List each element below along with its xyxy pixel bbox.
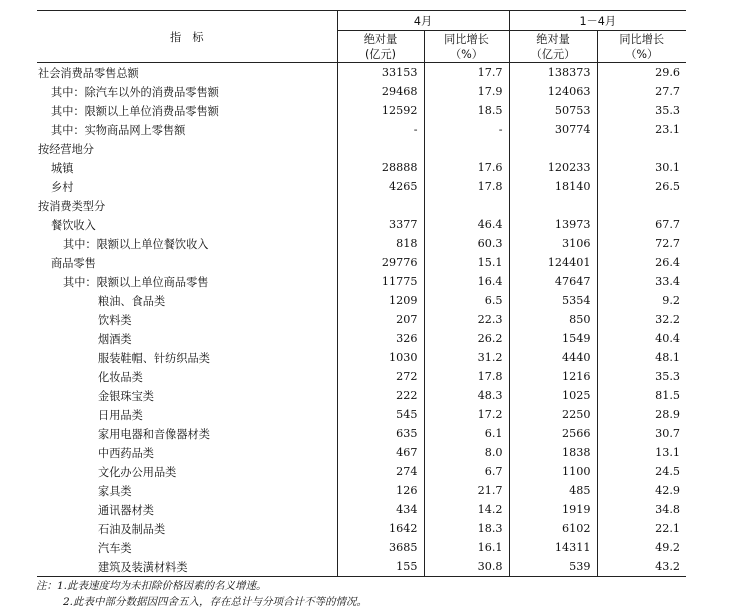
cumulative-absolute: 1216 [509, 367, 597, 386]
table-row [37, 386, 686, 405]
cumulative-yoy: 27.7 [597, 82, 686, 101]
header-period-jan-apr: 1－4月 [509, 11, 686, 31]
cumulative-yoy: 49.2 [597, 538, 686, 557]
cumulative-absolute: 124401 [509, 253, 597, 272]
cumulative-yoy: 34.8 [597, 500, 686, 519]
april-absolute: 29468 [337, 82, 424, 101]
table-row [37, 158, 686, 177]
cumulative-absolute: 3106 [509, 234, 597, 253]
table-row [37, 272, 686, 291]
header-indicator: 指 标 [37, 11, 337, 63]
april-yoy: 17.2 [424, 405, 509, 424]
row-label: 化妆品类 [98, 370, 143, 384]
table-row [37, 405, 686, 424]
cumulative-absolute: 2250 [509, 405, 597, 424]
april-absolute: 222 [337, 386, 424, 405]
row-label: 日用品类 [98, 408, 143, 422]
table-row [37, 329, 686, 348]
april-absolute: 1030 [337, 348, 424, 367]
table-row [37, 82, 686, 101]
cumulative-absolute: 6102 [509, 519, 597, 538]
cumulative-yoy: 43.2 [597, 557, 686, 577]
table-row [37, 63, 686, 83]
cumulative-yoy: 35.3 [597, 101, 686, 120]
april-yoy: 17.6 [424, 158, 509, 177]
april-yoy: 6.5 [424, 291, 509, 310]
cumulative-absolute: 13973 [509, 215, 597, 234]
row-label: 其中：限额以上单位商品零售 [63, 275, 209, 289]
april-absolute: 28888 [337, 158, 424, 177]
table-row [37, 424, 686, 443]
april-yoy: 60.3 [424, 234, 509, 253]
cumulative-absolute: 120233 [509, 158, 597, 177]
april-absolute: 12592 [337, 101, 424, 120]
cumulative-yoy: 13.1 [597, 443, 686, 462]
table-row [37, 120, 686, 139]
april-absolute [337, 196, 424, 215]
cumulative-absolute [509, 139, 597, 158]
cumulative-yoy: 48.1 [597, 348, 686, 367]
cumulative-yoy [597, 139, 686, 158]
april-absolute: 818 [337, 234, 424, 253]
april-yoy: 48.3 [424, 386, 509, 405]
cumulative-absolute: 47647 [509, 272, 597, 291]
april-yoy: 18.3 [424, 519, 509, 538]
april-absolute: - [337, 120, 424, 139]
header-abs-cumulative: 绝对量 （亿元） [509, 31, 597, 63]
row-label: 粮油、食品类 [98, 294, 166, 308]
table-row [37, 367, 686, 386]
row-label: 乡村 [51, 180, 74, 194]
row-label: 按消费类型分 [38, 199, 106, 213]
april-yoy: 14.2 [424, 500, 509, 519]
april-absolute: 29776 [337, 253, 424, 272]
row-label: 其中：实物商品网上零售额 [51, 123, 186, 137]
cumulative-yoy: 22.1 [597, 519, 686, 538]
table-row [37, 538, 686, 557]
april-absolute: 434 [337, 500, 424, 519]
cumulative-absolute: 50753 [509, 101, 597, 120]
cumulative-absolute: 138373 [509, 63, 597, 83]
april-absolute: 126 [337, 481, 424, 500]
april-yoy: 6.1 [424, 424, 509, 443]
row-label: 社会消费品零售总额 [38, 66, 139, 80]
april-absolute: 1642 [337, 519, 424, 538]
table-row [37, 462, 686, 481]
table-row [37, 234, 686, 253]
table-row [37, 443, 686, 462]
cumulative-absolute [509, 196, 597, 215]
april-absolute: 635 [337, 424, 424, 443]
note-1: 注：1.此表速度均为未扣除价格因素的名义增速。 [36, 580, 267, 592]
cumulative-absolute: 124063 [509, 82, 597, 101]
april-yoy: 21.7 [424, 481, 509, 500]
row-label: 服装鞋帽、针纺织品类 [98, 351, 210, 365]
table-row [37, 481, 686, 500]
cumulative-absolute: 18140 [509, 177, 597, 196]
cumulative-yoy: 72.7 [597, 234, 686, 253]
april-yoy: 15.1 [424, 253, 509, 272]
cumulative-absolute: 1100 [509, 462, 597, 481]
cumulative-yoy: 9.2 [597, 291, 686, 310]
april-absolute: 3685 [337, 538, 424, 557]
april-yoy [424, 139, 509, 158]
april-absolute: 467 [337, 443, 424, 462]
row-label: 文化办公用品类 [98, 465, 177, 479]
cumulative-absolute: 1025 [509, 386, 597, 405]
april-yoy: 26.2 [424, 329, 509, 348]
row-label: 饮料类 [98, 313, 132, 327]
row-label: 按经营地分 [38, 142, 94, 156]
cumulative-yoy: 33.4 [597, 272, 686, 291]
cumulative-absolute: 1919 [509, 500, 597, 519]
cumulative-absolute: 539 [509, 557, 597, 577]
april-yoy: 16.4 [424, 272, 509, 291]
table-notes [36, 578, 367, 610]
row-label: 其中：限额以上单位消费品零售额 [51, 104, 219, 118]
row-label: 餐饮收入 [51, 218, 96, 232]
cumulative-yoy: 81.5 [597, 386, 686, 405]
april-yoy: 6.7 [424, 462, 509, 481]
header-period-april: 4月 [337, 11, 509, 31]
table-row [37, 519, 686, 538]
april-absolute: 33153 [337, 63, 424, 83]
row-label: 烟酒类 [98, 332, 132, 346]
row-label: 通讯器材类 [98, 503, 154, 517]
cumulative-yoy: 35.3 [597, 367, 686, 386]
header-yoy-april: 同比增长 （%） [424, 31, 509, 63]
april-absolute: 155 [337, 557, 424, 577]
april-yoy: - [424, 120, 509, 139]
row-label: 石油及制品类 [98, 522, 166, 536]
april-yoy: 17.8 [424, 367, 509, 386]
row-label: 建筑及装潢材料类 [37, 557, 337, 577]
april-yoy: 17.7 [424, 63, 509, 83]
note-2: 2.此表中部分数据因四舍五入，存在总计与分项合计不等的情况。 [63, 596, 368, 608]
table-row [37, 500, 686, 519]
cumulative-yoy: 30.7 [597, 424, 686, 443]
cumulative-yoy: 29.6 [597, 63, 686, 83]
cumulative-yoy: 30.1 [597, 158, 686, 177]
row-label: 其中：限额以上单位餐饮收入 [63, 237, 209, 251]
april-yoy: 31.2 [424, 348, 509, 367]
april-yoy: 8.0 [424, 443, 509, 462]
table-row [37, 196, 686, 215]
table-row [37, 215, 686, 234]
table-row [37, 557, 686, 577]
cumulative-yoy: 26.5 [597, 177, 686, 196]
header-abs-april: 绝对量 (亿元) [337, 31, 424, 63]
row-label: 其中：除汽车以外的消费品零售额 [51, 85, 219, 99]
cumulative-yoy: 32.2 [597, 310, 686, 329]
april-yoy: 17.8 [424, 177, 509, 196]
table-row [37, 101, 686, 120]
april-yoy: 16.1 [424, 538, 509, 557]
april-absolute: 1209 [337, 291, 424, 310]
cumulative-absolute: 1549 [509, 329, 597, 348]
table-row [37, 177, 686, 196]
april-yoy: 22.3 [424, 310, 509, 329]
table-row [37, 291, 686, 310]
april-absolute: 4265 [337, 177, 424, 196]
row-label: 中西药品类 [98, 446, 154, 460]
april-absolute: 272 [337, 367, 424, 386]
cumulative-yoy: 40.4 [597, 329, 686, 348]
cumulative-absolute: 5354 [509, 291, 597, 310]
cumulative-absolute: 4440 [509, 348, 597, 367]
row-label: 汽车类 [98, 541, 132, 555]
retail-sales-table [37, 10, 686, 577]
row-label: 商品零售 [51, 256, 96, 270]
april-absolute: 3377 [337, 215, 424, 234]
cumulative-yoy: 26.4 [597, 253, 686, 272]
cumulative-absolute: 14311 [509, 538, 597, 557]
row-label: 城镇 [51, 161, 74, 175]
april-yoy: 30.8 [424, 557, 509, 577]
april-yoy: 18.5 [424, 101, 509, 120]
cumulative-absolute: 2566 [509, 424, 597, 443]
april-absolute: 326 [337, 329, 424, 348]
april-absolute [337, 139, 424, 158]
april-yoy [424, 196, 509, 215]
row-label: 家用电器和音像器材类 [98, 427, 210, 441]
row-label: 家具类 [98, 484, 132, 498]
cumulative-yoy: 23.1 [597, 120, 686, 139]
cumulative-absolute: 1838 [509, 443, 597, 462]
table-row [37, 253, 686, 272]
cumulative-yoy: 67.7 [597, 215, 686, 234]
april-absolute: 207 [337, 310, 424, 329]
april-absolute: 11775 [337, 272, 424, 291]
cumulative-yoy: 28.9 [597, 405, 686, 424]
april-absolute: 274 [337, 462, 424, 481]
cumulative-absolute: 30774 [509, 120, 597, 139]
cumulative-yoy [597, 196, 686, 215]
table-row [37, 310, 686, 329]
cumulative-absolute: 485 [509, 481, 597, 500]
cumulative-yoy: 42.9 [597, 481, 686, 500]
header-yoy-cumulative: 同比增长 （%） [597, 31, 686, 63]
cumulative-yoy: 24.5 [597, 462, 686, 481]
april-yoy: 46.4 [424, 215, 509, 234]
cumulative-absolute: 850 [509, 310, 597, 329]
table-row [37, 348, 686, 367]
row-label: 金银珠宝类 [98, 389, 154, 403]
april-absolute: 545 [337, 405, 424, 424]
table-row [37, 139, 686, 158]
april-yoy: 17.9 [424, 82, 509, 101]
